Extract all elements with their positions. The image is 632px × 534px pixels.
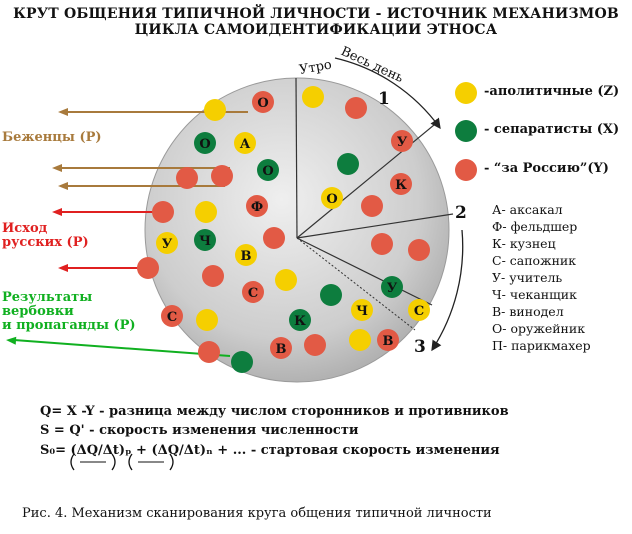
profession-item: А- аксакал (492, 202, 563, 217)
person-circle-red (263, 227, 285, 249)
person-circle-letter: А (239, 137, 251, 152)
legend-label-apolitical: -аполитичные (Z) (484, 84, 620, 99)
person-circle (242, 281, 264, 303)
sector-number-3: 3 (414, 337, 426, 357)
profession-item: В- винодел (492, 304, 564, 319)
person-circle (408, 239, 430, 261)
person-circle-letter: У (386, 281, 398, 296)
profession-list (492, 201, 591, 354)
person-circle-letter: В (275, 342, 287, 357)
formula-line2: S = Q' - скорость изменения численности (40, 423, 359, 438)
time-label-day: Весь день (338, 44, 406, 87)
person-circle-letter: С (166, 310, 178, 325)
person-circle (137, 257, 159, 279)
person-circle-letter: У (161, 237, 173, 252)
person-circle-letter: Ч (356, 304, 368, 319)
person-circle-letter: В (382, 334, 394, 349)
person-circle-letter: О (257, 96, 269, 111)
person-circle (270, 337, 292, 359)
person-circle-yellow (204, 99, 226, 121)
person-circle (371, 233, 393, 255)
person-circle-yellow (195, 201, 217, 223)
person-circle-green (231, 351, 253, 373)
person-circle (304, 334, 326, 356)
diagram-title-line2: ЦИКЛА САМОИДЕНТИФИКАЦИИ ЭТНОСА (134, 22, 498, 38)
sector-number-1: 1 (378, 89, 390, 109)
flow-arrow-head (52, 164, 62, 172)
person-circle (320, 284, 342, 306)
person-circle-letter: У (396, 135, 408, 150)
person-circle (196, 309, 218, 331)
person-circle (361, 195, 383, 217)
person-circle (176, 167, 198, 189)
person-circle (194, 229, 216, 251)
flow-arrow-head (58, 108, 68, 116)
legend-label-separatists: - сепаратисты (X) (484, 122, 620, 137)
profession-item: О- оружейник (492, 321, 586, 336)
formula-line1: Q= X -Y - разница между числом сторонников и противников (40, 404, 509, 419)
person-circle (337, 153, 359, 175)
person-circle (302, 86, 324, 108)
flow-arrow-head (58, 182, 68, 190)
person-circle-red (304, 334, 326, 356)
person-circle-red (408, 239, 430, 261)
profession-item: Ч- чеканщик (492, 287, 577, 302)
legend-swatch-green (455, 120, 477, 142)
label-refugees: Беженцы (P) (2, 130, 102, 145)
person-circle-yellow (349, 329, 371, 351)
person-circle-red (211, 165, 233, 187)
person-circle-green (320, 284, 342, 306)
person-circle (156, 232, 178, 254)
time-label-morning: Утро (298, 57, 333, 78)
formula-line3: S₀= (ΔQ/Δt)ₚ + (ΔQ/Δt)ₙ + ... - стартовая скорость изменения (40, 443, 500, 458)
person-circle (198, 341, 220, 363)
profession-item: П- парикмахер (492, 338, 591, 353)
person-circle (257, 159, 279, 181)
person-circle-red (198, 341, 220, 363)
person-circle-yellow (275, 269, 297, 291)
person-circle (202, 265, 224, 287)
person-circle (345, 97, 367, 119)
person-circle (211, 165, 233, 187)
person-circle-letter: О (199, 137, 211, 152)
person-circle-red (361, 195, 383, 217)
person-circle-letter: О (262, 164, 274, 179)
profession-item: Ф- фельдшер (492, 219, 578, 234)
person-circle-letter: К (294, 314, 306, 329)
person-circle-letter: С (247, 286, 259, 301)
profession-item: К- кузнец (492, 236, 556, 251)
person-circle (351, 299, 373, 321)
label-results-line3: и пропаганды (P) (2, 318, 136, 333)
person-circle (194, 132, 216, 154)
profession-item: У- учитель (492, 270, 563, 285)
label-results-line1: Результаты (2, 290, 93, 305)
person-circle-red (152, 201, 174, 223)
profession-item: С- сапожник (492, 253, 577, 268)
person-circle-letter: Ч (199, 234, 211, 249)
legend-label-for-russia: - “за Россию”(Y) (484, 161, 609, 176)
person-circle (390, 173, 412, 195)
person-circle-red (345, 97, 367, 119)
label-exodus-line1: Исход (2, 221, 48, 236)
person-circle (252, 91, 274, 113)
label-results-line2: вербовки (2, 304, 74, 319)
person-circle (289, 309, 311, 331)
person-circle (263, 227, 285, 249)
person-circle-yellow (302, 86, 324, 108)
person-circle (275, 269, 297, 291)
person-circle-yellow (196, 309, 218, 331)
person-circle-green (337, 153, 359, 175)
person-circle (195, 201, 217, 223)
person-circle (321, 187, 343, 209)
person-circle-letter: Ф (250, 200, 264, 215)
person-circle (381, 276, 403, 298)
person-circle (204, 99, 226, 121)
sector-number-2: 2 (455, 203, 467, 223)
person-circle (391, 130, 413, 152)
person-circle (246, 195, 268, 217)
person-circle (377, 329, 399, 351)
label-exodus-line2: русских (P) (2, 235, 89, 250)
person-circle (408, 299, 430, 321)
flow-arrow-head (58, 264, 68, 272)
flow-arrow-head (6, 337, 16, 345)
person-circle (231, 351, 253, 373)
person-circle-letter: С (413, 304, 425, 319)
person-circle-letter: В (240, 249, 252, 264)
person-circle-red (176, 167, 198, 189)
legend-swatch-yellow (455, 82, 477, 104)
person-circle-red (202, 265, 224, 287)
legend-swatch-red (455, 159, 477, 181)
person-circle-red (371, 233, 393, 255)
person-circle (152, 201, 174, 223)
person-circle-letter: К (395, 178, 407, 193)
person-circle (234, 132, 256, 154)
figure-caption: Рис. 4. Механизм сканирования круга общения типичной личности (22, 506, 492, 521)
person-circle (235, 244, 257, 266)
person-circle (349, 329, 371, 351)
person-circle (161, 305, 183, 327)
diagram-title-line1: КРУТ ОБЩЕНИЯ ТИПИЧНОЙ ЛИЧНОСТИ - ИСТОЧНИК МЕХАНИЗМОВ (13, 6, 619, 22)
flow-arrow-head (52, 208, 62, 216)
person-circle-red (137, 257, 159, 279)
person-circle-letter: О (326, 192, 338, 207)
